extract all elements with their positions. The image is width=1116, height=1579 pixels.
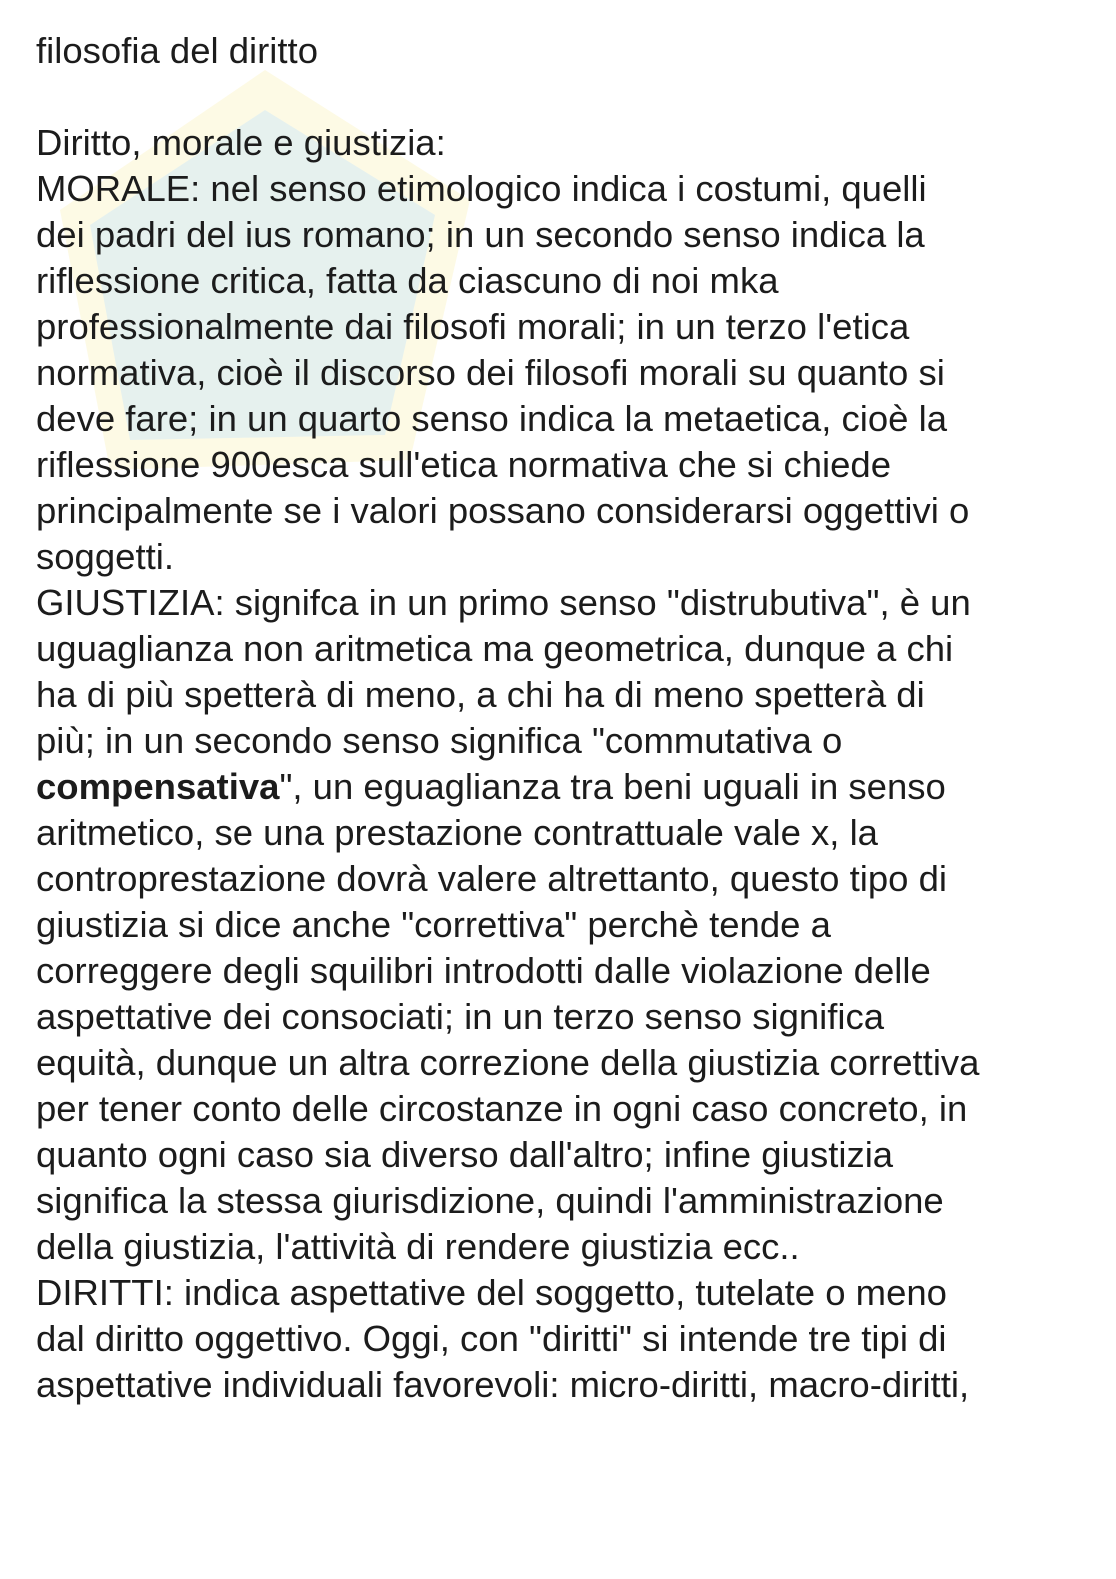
text-line: riflessione critica, fatta da ciascuno di noi mka [36, 260, 779, 301]
text-line: MORALE: nel senso etimologico indica i costumi, quelli [36, 168, 927, 209]
text-line: normativa, cioè il discorso dei filosofi morali su quanto si [36, 352, 945, 393]
text-line: dal diritto oggettivo. Oggi, con "diritti" si intende tre tipi di [36, 1318, 947, 1359]
text-line: aspettative individuali favorevoli: micro-diritti, macro-diritti, [36, 1364, 970, 1405]
text-line: dei padri del ius romano; in un secondo senso indica la [36, 214, 925, 255]
text-line: per tener conto delle circostanze in ogni caso concreto, in [36, 1088, 968, 1129]
text-line: correggere degli squilibri introdotti dalle violazione delle [36, 950, 931, 991]
text-line: DIRITTI: indica aspettative del soggetto, tutelate o meno [36, 1272, 947, 1313]
bold-term: compensativa [36, 766, 280, 807]
text-line: della giustizia, l'attività di rendere giustizia ecc.. [36, 1226, 800, 1267]
text-line-mixed [36, 764, 1086, 810]
text-line: professionalmente dai filosofi morali; in un terzo l'etica [36, 306, 910, 347]
text-line: riflessione 900esca sull'etica normativa che si chiede [36, 444, 892, 485]
text-line: giustizia si dice anche "correttiva" perchè tende a [36, 904, 831, 945]
text-line: principalmente se i valori possano considerarsi oggettivi o [36, 490, 970, 531]
text-line: GIUSTIZIA: signifca in un primo senso "distrubutiva", è un [36, 582, 971, 623]
text-line: aritmetico, se una prestazione contrattuale vale x, la [36, 812, 878, 853]
text-line: deve fare; in un quarto senso indica la metaetica, cioè la [36, 398, 948, 439]
text-line: equità, dunque un altra correzione della giustizia correttiva [36, 1042, 980, 1083]
blank-line [36, 74, 1086, 120]
document-title: filosofia del diritto [36, 30, 319, 71]
text-line: soggetti. [36, 536, 174, 577]
text-line: significa la stessa giurisdizione, quindi l'amministrazione [36, 1180, 944, 1221]
text-line: ha di più spetterà di meno, a chi ha di meno spetterà di [36, 674, 925, 715]
text-line: Diritto, morale e giustizia: [36, 122, 446, 163]
text-fragment: ", un eguaglianza tra beni uguali in senso [279, 766, 946, 807]
document-body [36, 28, 1086, 1408]
text-line: più; in un secondo senso significa "commutativa o [36, 720, 843, 761]
text-line: uguaglianza non aritmetica ma geometrica, dunque a chi [36, 628, 954, 669]
text-line: aspettative dei consociati; in un terzo senso significa [36, 996, 885, 1037]
text-line: controprestazione dovrà valere altrettanto, questo tipo di [36, 858, 948, 899]
text-line: quanto ogni caso sia diverso dall'altro; infine giustizia [36, 1134, 894, 1175]
